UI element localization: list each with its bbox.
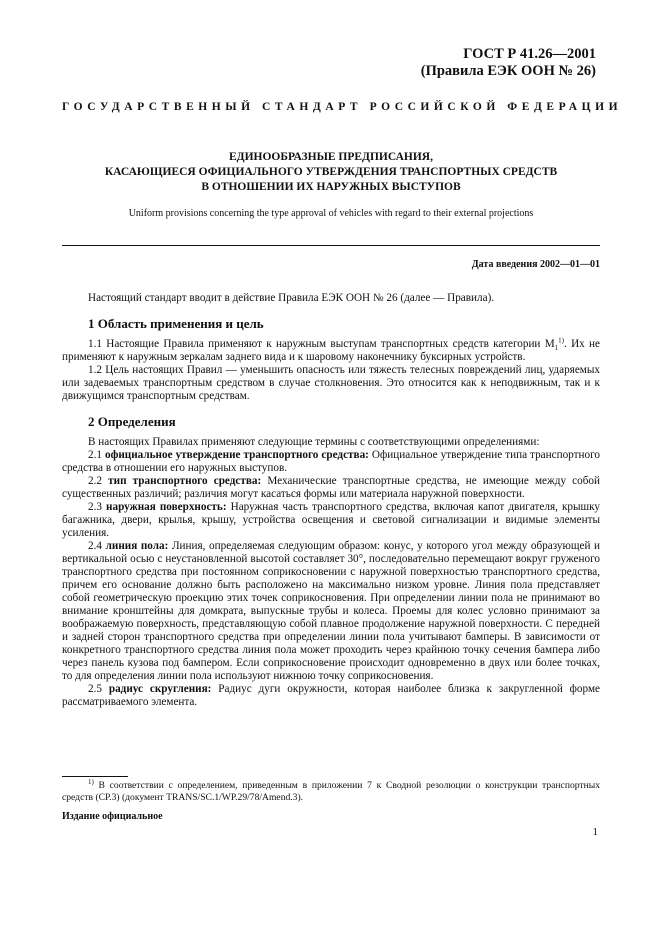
term-2-2: тип транспортного средства:: [108, 475, 262, 487]
paragraph-1-2: 1.2 Цель настоящих Правил — уменьшить опасность или тяжесть телесных повреждений лиц, ударяемых или задеваемых транспортным средством в случае столкновения. Это относится как к неподвижным, так и к движущимся транспортным средствам.: [62, 364, 600, 402]
introduction-date: Дата введения 2002—01—01: [471, 259, 600, 270]
definition-2-1: 2.1 официальное утверждение транспортного средства: Официальное утверждение типа транспортного средства в отношении его наружных выступов.: [62, 449, 600, 474]
title-line-3: В ОТНОШЕНИИ ИХ НАРУЖНЫХ ВЫСТУПОВ: [201, 181, 461, 193]
official-edition-label: Издание официальное: [62, 811, 163, 822]
definition-2-4: 2.4 линия пола: Линия, определяемая следующим образом: конус, у которого угол между образующей и вертикальной осью с неустановленной высотой составляет 30°, последовательно перемещают вокруг груженого транспортного средства при постоянном соприкосновении с наружной поверхностью транспортного средства, причем его основание должно быть расположено на максимально низком уровне. Линия пола представляет собой геометрическую проекцию этих точек соприкосновения. При определении линии пола не принимают во внимание кронштейны для домкрата, выпускные трубы и колеса. Проемы для колес условно принимают за воображаемую поверхность, представляющую собой плавное продолжение наружной поверхности. С передней и задней сторон транспортного средства при определении линии пола учитывают бамперы. В зависимости от конкретного транспортного средства линия пола может проходить через крайнюю точку сечения бампера либо через панель кузова под бампером. Если соприкосновение происходит одновременно в двух или более точках, то для определения линии пола используют нижнюю точку соприкосновения.: [62, 540, 601, 682]
definition-2-5: 2.5 радиус скругления: Радиус дуги окружности, которая наиболее близка к закругленной форме рассматриваемого элемента.: [62, 683, 600, 708]
section-2-heading: 2 Определения: [88, 414, 176, 429]
ece-rule-number: (Правила ЕЭК ООН № 26): [420, 63, 596, 79]
term-2-5: радиус скругления:: [108, 683, 212, 695]
intro-paragraph: Настоящий стандарт вводит в действие Правила ЕЭК ООН № 26 (далее — Правила).: [88, 292, 495, 304]
definition-2-3: 2.3 наружная поверхность: Наружная часть транспортного средства, включая капот двигателя, крышку багажника, двери, крылья, крышу, устройства освещения и световой сигнализации и видимые элементы усиления.: [62, 501, 601, 539]
page-number: 1: [592, 826, 598, 838]
footnote: $^{1)}$ В соответствии с определением, приведенным в приложении 7 к Сводной резолюции о конструкции транспортных средств (СР.3) (документ TRANS/SC.1/WP.29/78/Amend.3).: [62, 777, 600, 803]
state-standard-banner: ГОСУДАРСТВЕННЫЙ СТАНДАРТ РОССИЙСКОЙ ФЕДЕРАЦИИ: [62, 101, 623, 113]
document-body: [62, 292, 600, 709]
term-2-1: официальное утверждение транспортного средства:: [105, 449, 369, 461]
paragraph-1-1: 1.1 Настоящие Правила применяют к наружным выступам транспортных средств категории $M_1^{1)}$. Их не применяют к наружным зеркалам заднего вида и к шаровому наконечнику буксирных устройств.: [62, 336, 600, 363]
term-2-4: линия пола:: [105, 540, 169, 552]
footnote-mark: 1): [88, 777, 94, 786]
english-subtitle: Uniform provisions concerning the type approval of vehicles with regard to their external projections: [128, 208, 534, 219]
title-line-1: ЕДИНООБРАЗНЫЕ ПРЕДПИСАНИЯ,: [229, 151, 433, 163]
footnote-ref: 1): [558, 336, 564, 345]
section-2-intro: В настоящих Правилах применяют следующие термины с соответствующими определениями:: [88, 436, 540, 448]
title-line-2: КАСАЮЩИЕСЯ ОФИЦИАЛЬНОГО УТВЕРЖДЕНИЯ ТРАНСПОРТНЫХ СРЕДСТВ: [104, 166, 558, 178]
term-2-3: наружная поверхность:: [106, 501, 227, 513]
header-divider: [62, 245, 600, 246]
document-title: [62, 150, 600, 195]
gost-header: [420, 46, 596, 80]
section-1-heading: 1 Область применения и цель: [88, 316, 264, 331]
gost-number: ГОСТ Р 41.26—2001: [463, 46, 596, 62]
footnote-divider: [62, 776, 128, 777]
definition-2-2: 2.2 тип транспортного средства: Механические транспортные средства, не имеющие между собой существенных различий; различия могут касаться формы или материала наружной поверхности.: [62, 475, 601, 500]
